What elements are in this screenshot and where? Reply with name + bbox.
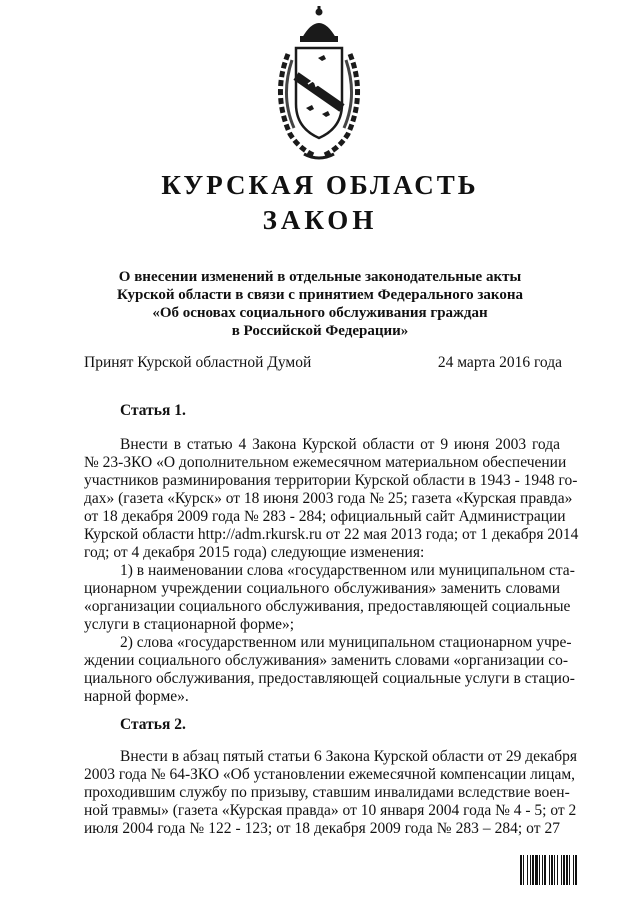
barcode-bar	[573, 855, 574, 885]
adopted-by: Принят Курской областной Думой	[84, 354, 312, 371]
coat-of-arms-kursk-icon	[266, 4, 372, 164]
barcode-icon	[520, 855, 612, 885]
barcode-bar	[523, 855, 524, 885]
adoption-date: 24 марта 2016 года	[437, 354, 562, 371]
text-line: «организации социального обслуживания, предоставляющей социальные	[84, 598, 571, 615]
title-line: О внесении изменений в отдельные законодательные акты	[118, 269, 522, 285]
text-line: № 23-ЗКО «О дополнительном ежемесячном материальном обеспечении	[84, 454, 567, 471]
article-2-heading: Статья 2.	[120, 716, 186, 733]
text-line: дах» (газета «Курск» от 18 июня 2003 года № 25; газета «Курская правда»	[84, 490, 573, 507]
barcode-bar	[575, 855, 577, 885]
barcode-bar	[527, 855, 528, 885]
text-line: 2) слова «государственном или муниципальном стационарном учре-	[120, 634, 572, 651]
article-2-text	[84, 748, 577, 838]
barcode-bar	[520, 855, 522, 885]
text-line: проходившим службу по призыву, ставшим инвалидами вследствие воен-	[84, 784, 570, 801]
text-line: Внести в статью 4 Закона Курской области от 9 июня 2003 года	[120, 436, 560, 453]
barcode-bar	[532, 855, 534, 885]
article-1-heading: Статья 1.	[120, 402, 186, 419]
barcode-bar	[566, 855, 568, 885]
text-line: услуги в стационарной форме»;	[84, 616, 295, 633]
barcode-bar	[557, 855, 558, 885]
text-line: нарной форме».	[84, 688, 189, 705]
text-line: циального обслуживания, предоставляющей социальные услуги в стацио-	[84, 670, 575, 687]
article-1-text	[84, 436, 579, 706]
text-line: Внести в абзац пятый статьи 6 Закона Курской области от 29 декабря	[120, 748, 577, 765]
barcode-bar	[549, 855, 550, 885]
text-line: 1) в наименовании слова «государственном или муниципальном ста-	[120, 562, 575, 579]
barcode-bar	[530, 855, 531, 885]
text-line: участников разминирования территории Курской области в 1943 - 1948 го-	[84, 472, 578, 489]
barcode-bar	[544, 855, 546, 885]
barcode-bar	[539, 855, 540, 885]
region-name: КУРСКАЯ ОБЛАСТЬ	[161, 170, 479, 200]
document-type: ЗАКОН	[262, 205, 378, 235]
barcode-bar	[542, 855, 543, 885]
barcode-bar	[569, 855, 570, 885]
text-line: ждении социального обслуживания» заменить словами «организации со-	[84, 652, 569, 669]
barcode-bar	[561, 855, 562, 885]
law-title	[80, 268, 560, 340]
title-line: «Об основах социального обслуживания граждан	[152, 305, 488, 321]
barcode-bar	[551, 855, 553, 885]
text-line: ной травмы» (газета «Курская правда» от 10 января 2004 года № 4 - 5; от 2	[84, 802, 577, 819]
text-line: от 18 декабря 2009 года № 283 - 284; официальный сайт Администрации	[84, 508, 566, 525]
title-line: в Российской Федерации»	[231, 323, 409, 339]
barcode-bar	[535, 855, 538, 885]
text-line: год; от 4 декабря 2015 года) следующие изменения:	[84, 544, 425, 561]
text-line: июля 2004 года № 122 - 123; от 18 декабря 2009 года № 283 – 284; от 27	[84, 820, 560, 837]
text-line: ционарном учреждении социального обслуживания» заменить словами	[84, 580, 560, 597]
barcode-bar	[554, 855, 555, 885]
barcode-bar	[563, 855, 565, 885]
title-line: Курской области в связи с принятием Федерального закона	[116, 287, 524, 303]
text-line: Курской области http://adm.rkursk.ru от 22 мая 2013 года; от 1 декабря 2014	[84, 526, 579, 543]
text-line: 2003 года № 64-ЗКО «Об установлении ежемесячной компенсации лицам,	[84, 766, 576, 783]
